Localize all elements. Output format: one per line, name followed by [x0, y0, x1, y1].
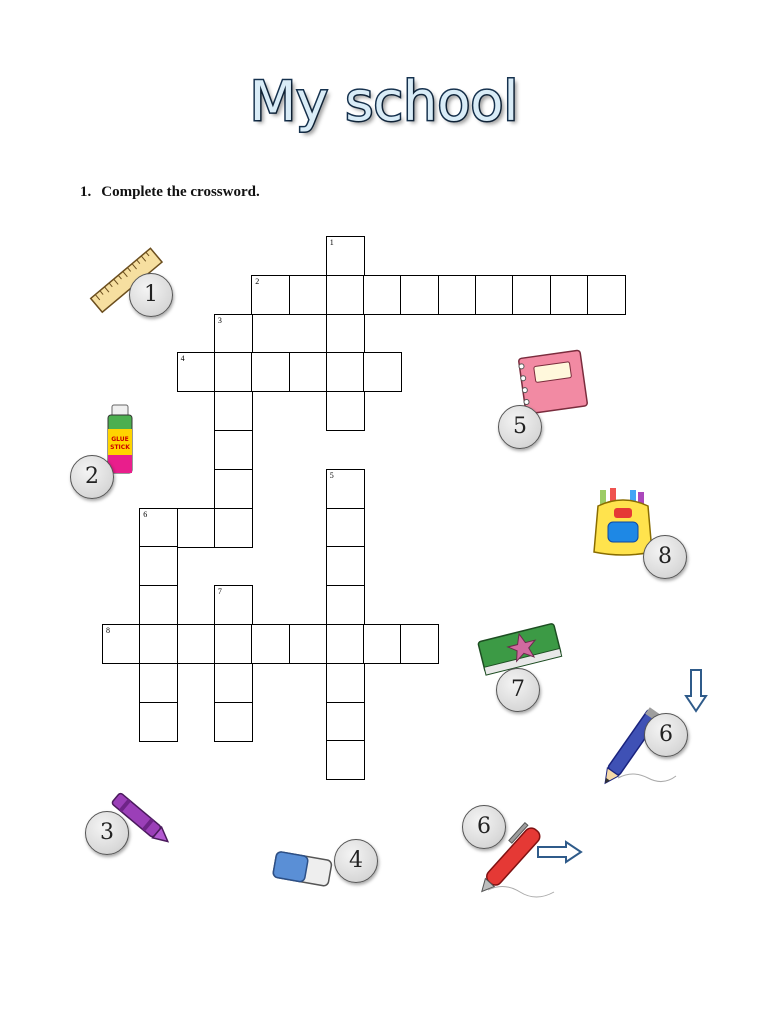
picture-badge-8: 8 [643, 535, 687, 579]
crossword-cell[interactable] [214, 430, 253, 470]
crossword-cell[interactable] [139, 546, 178, 586]
crossword-cell[interactable] [139, 624, 178, 664]
svg-text:GLUE: GLUE [111, 436, 129, 443]
crossword-cell[interactable] [400, 624, 439, 664]
crossword-cell[interactable] [251, 624, 290, 664]
crossword-cell[interactable] [326, 585, 365, 625]
crossword-cell[interactable] [177, 624, 216, 664]
crossword-cell[interactable] [438, 275, 477, 315]
crossword-cell[interactable] [251, 275, 290, 315]
instruction-number: 1. [80, 184, 92, 200]
crossword-cell[interactable] [363, 352, 402, 392]
clue-number: 6 [143, 509, 148, 519]
crossword-cell[interactable] [326, 236, 365, 276]
picture-badge-5: 5 [498, 405, 542, 449]
crossword-cell[interactable] [289, 352, 328, 392]
crossword-cell[interactable] [326, 740, 365, 780]
page-title: My school [249, 70, 519, 133]
crossword-cell[interactable] [177, 508, 216, 548]
crossword-cell[interactable] [326, 352, 365, 392]
crossword-cell[interactable] [177, 352, 216, 392]
crossword-cell[interactable] [289, 624, 328, 664]
crossword-cell[interactable] [214, 352, 253, 392]
crossword-cell[interactable] [214, 702, 253, 742]
clue-number: 8 [106, 626, 110, 635]
crossword-cell[interactable] [326, 275, 365, 315]
picture-badge-6b: 6 [462, 805, 506, 849]
crossword-cell[interactable] [214, 508, 253, 548]
arrow-down-icon [684, 668, 708, 714]
crossword-cell[interactable] [326, 702, 365, 742]
clue-number: 3 [217, 315, 222, 325]
clue-number: 2 [255, 276, 260, 286]
crossword-cell[interactable] [587, 275, 626, 315]
crossword-cell[interactable] [326, 546, 365, 586]
picture-badge-3: 3 [85, 811, 129, 855]
crossword-cell[interactable] [550, 275, 589, 315]
instruction-text: Complete the crossword. [101, 184, 260, 200]
crossword-cell[interactable] [139, 585, 178, 625]
crossword-cell[interactable] [214, 314, 253, 354]
crossword-cell[interactable] [139, 702, 178, 742]
svg-text:STICK: STICK [110, 444, 130, 451]
crossword-cell[interactable] [139, 663, 178, 703]
crossword-cell[interactable] [214, 391, 253, 431]
picture-badge-2: 2 [70, 455, 114, 499]
crossword-cell[interactable] [326, 314, 365, 354]
crossword-cell[interactable] [363, 275, 402, 315]
picture-badge-4: 4 [334, 839, 378, 883]
crossword-cell[interactable] [214, 585, 253, 625]
crossword-cell[interactable] [139, 508, 178, 548]
clue-number: 5 [329, 470, 334, 480]
crossword-cell[interactable] [251, 352, 290, 392]
crossword-cell[interactable] [214, 624, 253, 664]
picture-badge-1: 1 [129, 273, 173, 317]
clue-number: 1 [329, 238, 334, 247]
crossword-cell[interactable] [289, 275, 328, 315]
crossword-cell[interactable] [326, 624, 365, 664]
crossword-cell[interactable] [326, 391, 365, 431]
arrow-right-icon [536, 840, 584, 864]
crossword-cell[interactable] [214, 469, 253, 509]
eraser-icon [268, 846, 338, 896]
crossword-cell[interactable] [326, 663, 365, 703]
picture-badge-6a: 6 [644, 713, 688, 757]
crossword-cell[interactable] [363, 624, 402, 664]
clue-number: 4 [180, 354, 185, 364]
picture-badge-7: 7 [496, 668, 540, 712]
crossword-cell[interactable] [102, 624, 141, 664]
clue-number: 7 [217, 587, 222, 597]
crossword-cell[interactable] [512, 275, 551, 315]
crossword-cell[interactable] [326, 508, 365, 548]
crossword-cell[interactable] [326, 469, 365, 509]
crossword-cell[interactable] [400, 275, 439, 315]
crossword-cell[interactable] [214, 663, 253, 703]
crossword-cell[interactable] [475, 275, 514, 315]
